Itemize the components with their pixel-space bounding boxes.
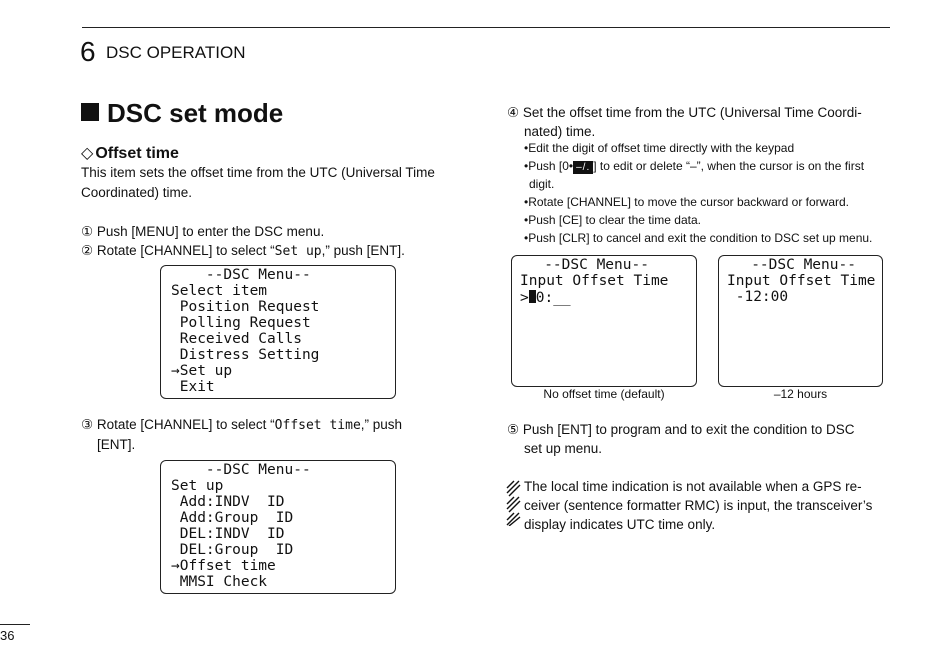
chapter-number: 6 xyxy=(80,36,96,67)
note-line-2: ceiver (sentence formatter RMC) is input, the transceiver’s xyxy=(524,498,873,513)
header-rule xyxy=(82,27,890,28)
page-number-rule xyxy=(0,624,30,625)
caption-minus-12: –12 hours xyxy=(773,387,828,401)
menu-code-offset-time: Offset time xyxy=(274,418,361,433)
diamond-icon: ◇ xyxy=(81,145,94,162)
step-5-line-1: ⑤ Push [ENT] to program and to exit the condition to DSC xyxy=(507,422,855,437)
step-1: ① Push [MENU] to enter the DSC menu. xyxy=(81,224,325,239)
bullet-edit-digit: •Edit the digit of offset time directly with the keypad xyxy=(524,141,795,155)
note-line-1: The local time indication is not available when a GPS re- xyxy=(524,479,862,494)
bullet-delete: •Push [0• –/. ] to edit or delete “–”, when the cursor is on the first xyxy=(524,159,865,173)
step-2: ② Rotate [CHANNEL] to select “Set up,” push [ENT]. xyxy=(81,243,405,259)
intro-line-2: Coordinated) time. xyxy=(81,185,193,200)
step-3: ③ Rotate [CHANNEL] to select “Offset time,” push xyxy=(81,417,403,433)
step-4-line-2: nated) time. xyxy=(524,124,596,139)
cursor-arrow-icon: > xyxy=(520,290,529,306)
lcd-dsc-menu-setup: --DSC Menu-- Set up Add:INDV ID Add:Group ID DEL:INDV ID DEL:Group ID →Offset time MMSI Check xyxy=(160,460,396,594)
lcd-offset-minus-12: --DSC Menu-- Input Offset Time -12:00 xyxy=(718,255,883,387)
bullet-rotate: •Rotate [CHANNEL] to move the cursor backward or forward. xyxy=(524,195,849,209)
step-5-line-2: set up menu. xyxy=(524,441,603,456)
lcd-offset-default: --DSC Menu-- Input Offset Time > 0:__ xyxy=(511,255,697,387)
blinking-cursor-icon xyxy=(529,290,536,303)
subsection-title: ◇ Offset time xyxy=(81,145,179,162)
note-icon xyxy=(506,480,521,526)
lcd-dsc-menu-select: --DSC Menu-- Select item Position Request Polling Request Received Calls Distress Setting →Set up Exit xyxy=(160,265,396,399)
chapter-title: DSC OPERATION xyxy=(106,43,246,62)
step-3-cont: [ENT]. xyxy=(97,437,136,452)
bullet-clear: •Push [CE] to clear the time data. xyxy=(524,213,701,227)
caption-default: No offset time (default) xyxy=(543,387,665,401)
intro-line-1: This item sets the offset time from the UTC (Universal Time xyxy=(81,165,435,180)
step-4-line-1: ④ Set the offset time from the UTC (Universal Time Coordi- xyxy=(507,105,862,120)
note-line-3: display indicates UTC time only. xyxy=(524,517,716,532)
key-minus-icon: –/. xyxy=(573,161,593,174)
page-number: 36 xyxy=(0,628,15,643)
bullet-delete-cont: digit. xyxy=(529,177,555,191)
square-bullet-icon xyxy=(81,103,99,121)
bullet-cancel: •Push [CLR] to cancel and exit the condition to DSC set up menu. xyxy=(524,231,873,245)
menu-code-set-up: Set up xyxy=(274,244,322,259)
section-title: DSC set mode xyxy=(81,98,283,129)
